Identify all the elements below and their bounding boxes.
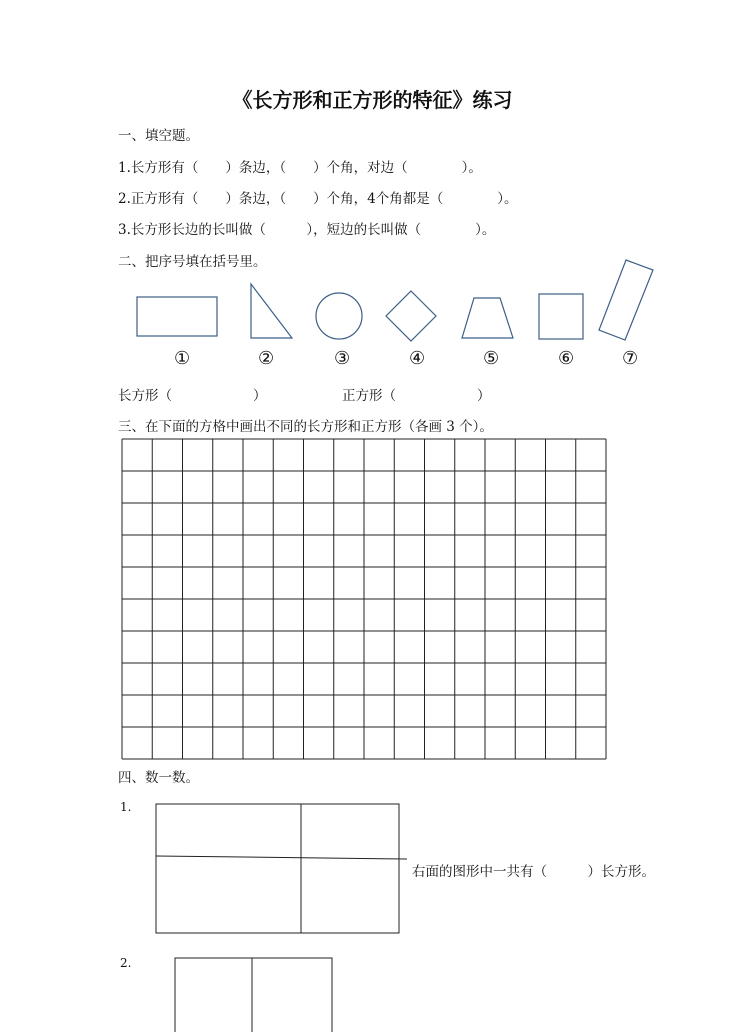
count-question-2-number: 2. bbox=[120, 956, 132, 970]
shape-4-diamond bbox=[386, 291, 436, 341]
count-figure-2-outline bbox=[175, 958, 332, 1032]
section4-heading: 四、数一数。 bbox=[118, 770, 199, 786]
shape-label-3: ③ bbox=[334, 348, 351, 369]
section3-heading: 三、在下面的方格中画出不同的长方形和正方形（各画 3 个）。 bbox=[118, 419, 493, 435]
shape-5-trapezoid bbox=[462, 298, 513, 338]
shape-label-4: ④ bbox=[409, 348, 426, 369]
shape-7-tilted-rectangle bbox=[599, 260, 653, 340]
shape-3-circle bbox=[316, 293, 362, 339]
shape-1-rectangle bbox=[137, 297, 217, 336]
shape-2-triangle bbox=[251, 284, 292, 338]
shape-label-1: ① bbox=[174, 348, 191, 369]
question-1-3: 3.长方形长边的长叫做（ ），短边的长叫做（ ）。 bbox=[118, 222, 496, 238]
shape-6-square bbox=[539, 294, 583, 339]
answer-rectangles: 长方形（ ） bbox=[118, 388, 267, 404]
shape-label-5: ⑤ bbox=[483, 348, 500, 369]
question-1-2: 2.正方形有（ ）条边，（ ）个角，4个角都是（ ）。 bbox=[118, 191, 518, 207]
shape-label-7: ⑦ bbox=[622, 348, 639, 369]
section2-heading: 二、把序号填在括号里。 bbox=[118, 254, 267, 270]
shape-label-6: ⑥ bbox=[558, 348, 575, 369]
page-title: 《长方形和正方形的特征》练习 bbox=[232, 88, 513, 112]
count-question-1-number: 1. bbox=[120, 800, 132, 814]
shape-label-2: ② bbox=[258, 348, 275, 369]
count-figure-1-outline bbox=[156, 804, 399, 933]
answer-squares: 正方形（ ） bbox=[342, 388, 491, 404]
count-figure-1-horizontal bbox=[156, 856, 407, 859]
section1-heading: 一、填空题。 bbox=[118, 128, 199, 144]
drawing-grid bbox=[122, 439, 606, 759]
question-1-1: 1.长方形有（ ）条边，（ ）个角，对边（ ）。 bbox=[118, 160, 482, 176]
count-question-1-text: 右面的图形中一共有（ ）长方形。 bbox=[412, 864, 655, 880]
